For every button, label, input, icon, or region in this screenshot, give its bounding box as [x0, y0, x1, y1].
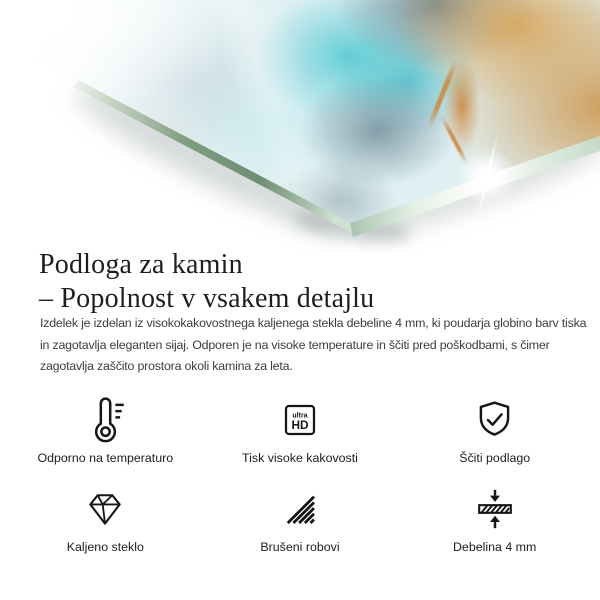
thickness-icon — [472, 486, 518, 532]
ultra-hd-icon — [279, 399, 321, 441]
features-grid — [8, 394, 592, 556]
svg-text:ultra: ultra — [292, 412, 308, 420]
feature-item-tempered-glass — [8, 483, 203, 556]
page-title — [39, 248, 374, 316]
title-line-2: – Popolnost v vsakem detajlu — [39, 282, 375, 314]
thermometer-icon — [80, 395, 130, 445]
feature-label: Odporno na temperaturo — [37, 451, 174, 465]
shield-check-icon — [472, 398, 517, 443]
feature-label: Tisk visoke kakovosti — [242, 451, 358, 465]
feature-item-polished-edges — [203, 483, 398, 556]
diamond-icon — [83, 487, 127, 531]
feature-label: Brušeni robovi — [260, 540, 340, 554]
feature-label: Debelina 4 mm — [452, 540, 537, 554]
svg-text:HD: HD — [291, 417, 309, 432]
product-photo — [0, 0, 600, 252]
feature-item-protects — [397, 394, 592, 467]
feature-label: Ščiti podlago — [459, 451, 531, 465]
product-description: Izdelek je izdelan iz visokokakovostnega kaljenega stekla debeline 4 mm, ki poudarja globino barv tiska in zagotavlja eleganten sijaj. Odporen je na visoke temperature in ščiti pred poškodbami, s čimer zagotavlja zaščito prostora okoli kamina za leta. — [40, 316, 587, 373]
title-line-1: Podloga za kamin — [39, 248, 243, 280]
bevel-stripes-icon — [279, 488, 321, 530]
feature-item-print-quality — [203, 394, 398, 467]
feature-label: Kaljeno steklo — [66, 540, 144, 554]
feature-item-temperature — [8, 394, 203, 467]
feature-item-thickness — [397, 483, 592, 556]
